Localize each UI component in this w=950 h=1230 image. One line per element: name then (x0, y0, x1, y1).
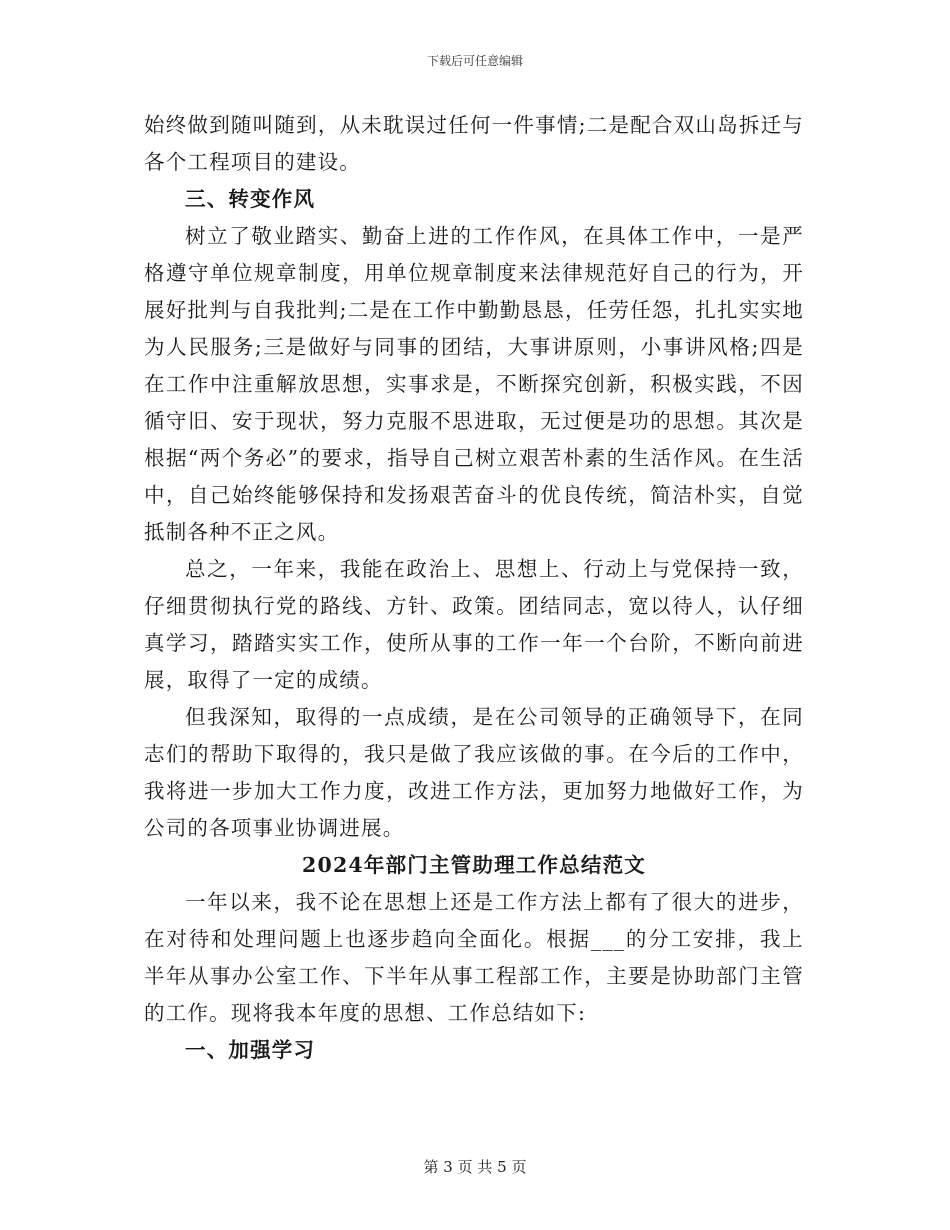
paragraph-intro: 一年以来，我不论在思想上还是工作方法上都有了很大的进步，在对待和处理问题上也逐步趋向全面化。根据___的分工安排，我上半年从事办公室工作、下半年从事工程部工作，主要是协助部门主管的工作。现将我本年度的思想、工作总结如下: (144, 890, 804, 1025)
paragraph-summary: 总之，一年来，我能在政治上、思想上、行动上与党保持一致，仔细贯彻执行党的路线、方针、政策。团结同志，宽以待人，认仔细真学习，踏踏实实工作，使所从事的工作一年一个台阶，不断向前进展，取得了一定的成绩。 (144, 557, 804, 692)
section-heading-1: 一、加强学习 (185, 1038, 316, 1062)
paragraph-outlook: 但我深知，取得的一点成绩，是在公司领导的正确领导下，在同志们的帮助下取得的，我只是做了我应该做的事。在今后的工作中，我将进一步加大工作力度，改进工作方法，更加努力地做好工作，为公司的各项事业协调进展。 (144, 705, 804, 840)
section-heading-3: 三、转变作风 (185, 187, 316, 211)
page-footer: 第 3 页 共 5 页 (423, 1158, 527, 1176)
paragraph-work-style: 树立了敬业踏实、勤奋上进的工作作风，在具体工作中，一是严格遵守单位规章制度，用单位规章制度来法律规范好自己的行为，开展好批判与自我批判;二是在工作中勤勤恳恳，任劳任怨，扎扎实实地为人民服务;三是做好与同事的团结，大事讲原则，小事讲风格;四是在工作中注重解放思想，实事求是，不断探究创新，积极实践，不因循守旧、安于现状，努力克服不思进取，无过便是功的思想。其次是根据“两个务必”的要求，指导自己树立艰苦朴素的生活作风。在生活中，自己始终能够保持和发扬艰苦奋斗的优良传统，简洁朴实，自觉抵制各种不正之风。 (144, 224, 804, 544)
page-header: 下载后可任意编辑 (426, 54, 523, 68)
paragraph-continued: 始终做到随叫随到，从未耽误过任何一件事情;二是配合双山岛拆迁与各个工程项目的建设。 (144, 113, 804, 174)
document-body (144, 107, 804, 1069)
document-title: 2024年部门主管助理工作总结范文 (302, 853, 646, 877)
